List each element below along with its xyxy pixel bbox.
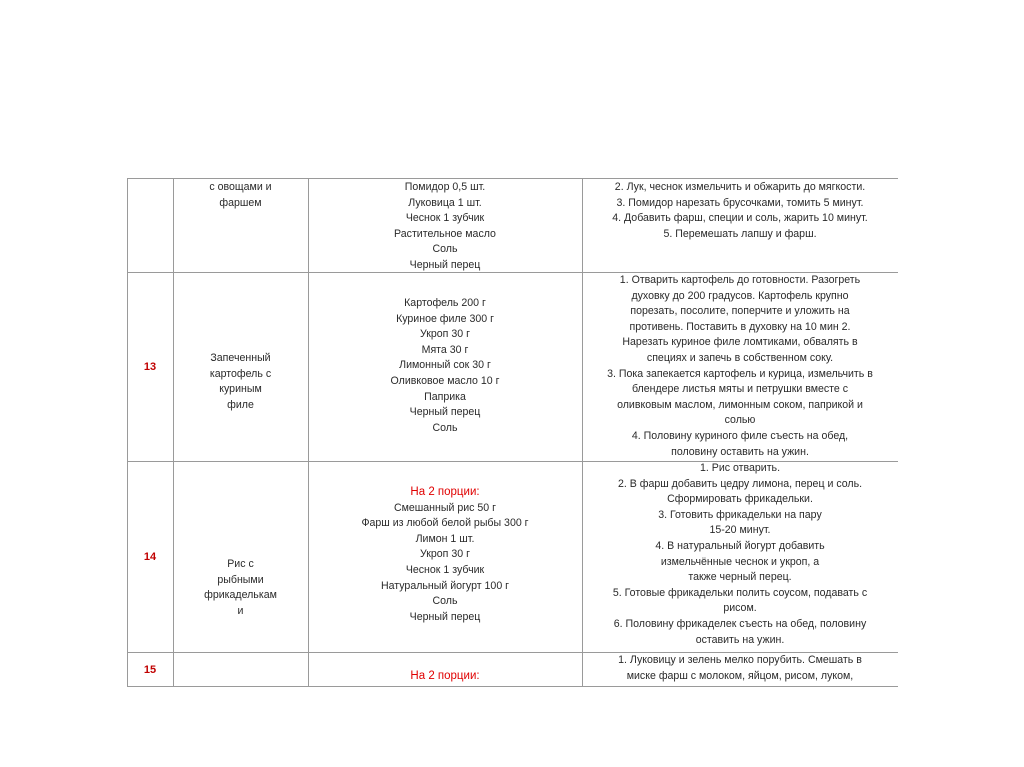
step-line: блендере листья мяты и петрушки вместе с (631, 383, 849, 396)
ingredient-line: Куриное филе 300 г (396, 312, 494, 325)
step-line: Сформировать фрикадельки. (667, 493, 813, 506)
step-line: порезать, посолите, поперчите и уложить на (630, 305, 850, 318)
dish-text: и (237, 604, 244, 617)
dish-text: с овощами и (209, 181, 272, 193)
ingredients-cell (308, 485, 582, 625)
portion-heading: На 2 порции: (410, 486, 480, 498)
ingredient-line: Паприка (424, 390, 466, 403)
step-line: миске фарш с молоком, яйцом, рисом, луком, (626, 669, 854, 682)
step-line: рисом. (723, 602, 757, 615)
dish-text: фрикаделькам (204, 589, 277, 602)
dish-text: Рис с (227, 558, 254, 570)
step-line: 4. Добавить фарш, специи и соль, жарить 10 минут. (612, 212, 868, 225)
step-line: 1. Отварить картофель до готовности. Разогреть (619, 274, 861, 286)
steps-cell (582, 653, 898, 684)
dish-text: Запеченный (210, 352, 271, 364)
dish-text: картофель с (209, 367, 272, 380)
steps-cell (582, 180, 898, 242)
step-line: 6. Половину фрикаделек съесть на обед, половину (613, 617, 867, 630)
ingredients-cell (308, 296, 582, 436)
step-line: 4. Половину куриного филе съесть на обед, (631, 429, 849, 442)
ingredient-line: Луковица 1 шт. (408, 196, 482, 209)
step-line: 15-20 минут. (709, 524, 771, 537)
step-line: 1. Рис отварить. (699, 462, 781, 474)
step-line: 2. Лук, чеснок измельчить и обжарить до мягкости. (614, 181, 866, 193)
ingredient-line: Лимонный сок 30 г (399, 359, 491, 372)
recipe-table (127, 178, 898, 687)
step-line: духовку до 200 градусов. Картофель крупно (631, 289, 849, 302)
ingredient-line: Черный перец (409, 406, 481, 419)
dish-text: рыбными (217, 573, 264, 586)
row-number: 14 (143, 551, 157, 563)
ingredient-line: Черный перец (409, 258, 481, 271)
step-line: 5. Готовые фрикадельки полить соусом, подавать с (612, 586, 868, 599)
ingredient-line: Оливковое масло 10 г (390, 374, 500, 387)
ingredient-line: Лимон 1 шт. (415, 532, 475, 545)
dish-cell (173, 180, 308, 211)
step-line: противень. Поставить в духовку на 10 мин 2. (629, 320, 851, 333)
ingredient-line: Натуральный йогурт 100 г (380, 579, 510, 592)
ingredient-line: Чеснок 1 зубчик (405, 212, 485, 225)
step-line: 3. Помидор нарезать брусочками, томить 5 минут. (616, 196, 864, 209)
ingredients-cell (308, 180, 582, 274)
step-line: 3. Пока запекается картофель и курица, измельчить в (607, 367, 873, 380)
dish-text: фаршем (219, 196, 262, 209)
table-border-line (127, 178, 128, 687)
ingredient-line: Черный перец (409, 610, 481, 623)
step-line: Нарезать куриное филе ломтиками, обвалять в (622, 336, 858, 349)
step-line: оливковым маслом, лимонным соком, паприкой и (617, 398, 863, 411)
ingredient-line: Смешанный рис 50 г (393, 501, 497, 514)
step-line: 2. В фарш добавить цедру лимона, перец и соль. (617, 477, 863, 490)
ingredient-line: Укроп 30 г (420, 548, 470, 561)
ingredient-line: Картофель 200 г (404, 297, 486, 309)
dish-cell (173, 557, 308, 619)
ingredient-line: Чеснок 1 зубчик (405, 563, 485, 576)
dish-cell (173, 351, 308, 413)
steps-cell (582, 461, 898, 648)
step-line: специях и запечь в собственном соку. (646, 351, 834, 364)
table-border-line (127, 686, 898, 687)
step-line: 5. Перемешать лапшу и фарш. (663, 227, 817, 240)
ingredient-line: Мята 30 г (421, 343, 469, 356)
step-line: измельчённые чеснок и укроп, а (660, 555, 820, 568)
row-number: 13 (143, 361, 157, 373)
step-line: 3. Готовить фрикадельки на пару (658, 508, 822, 521)
table-border-line (127, 178, 898, 179)
steps-cell (582, 273, 898, 460)
step-line: 1. Луковицу и зелень мелко порубить. Смешать в (618, 654, 862, 666)
step-line: оставить на ужин. (695, 633, 785, 646)
ingredient-line: Соль (432, 243, 458, 256)
dish-text: филе (227, 398, 254, 411)
ingredient-line: Растительное масло (394, 227, 496, 240)
step-line: половину оставить на ужин. (671, 445, 809, 458)
dish-text: куриным (219, 383, 262, 396)
ingredient-line: Укроп 30 г (420, 328, 470, 341)
step-line: также черный перец. (688, 571, 792, 584)
row-number: 15 (143, 664, 157, 676)
ingredient-line: Соль (432, 595, 458, 608)
ingredient-line: Помидор 0,5 шт. (404, 181, 486, 193)
step-line: солью (724, 414, 756, 427)
portion-heading: На 2 порции: (410, 670, 480, 682)
ingredient-line: Фарш из любой белой рыбы 300 г (361, 517, 529, 530)
ingredient-line: Соль (432, 421, 458, 434)
step-line: 4. В натуральный йогурт добавить (655, 539, 825, 552)
